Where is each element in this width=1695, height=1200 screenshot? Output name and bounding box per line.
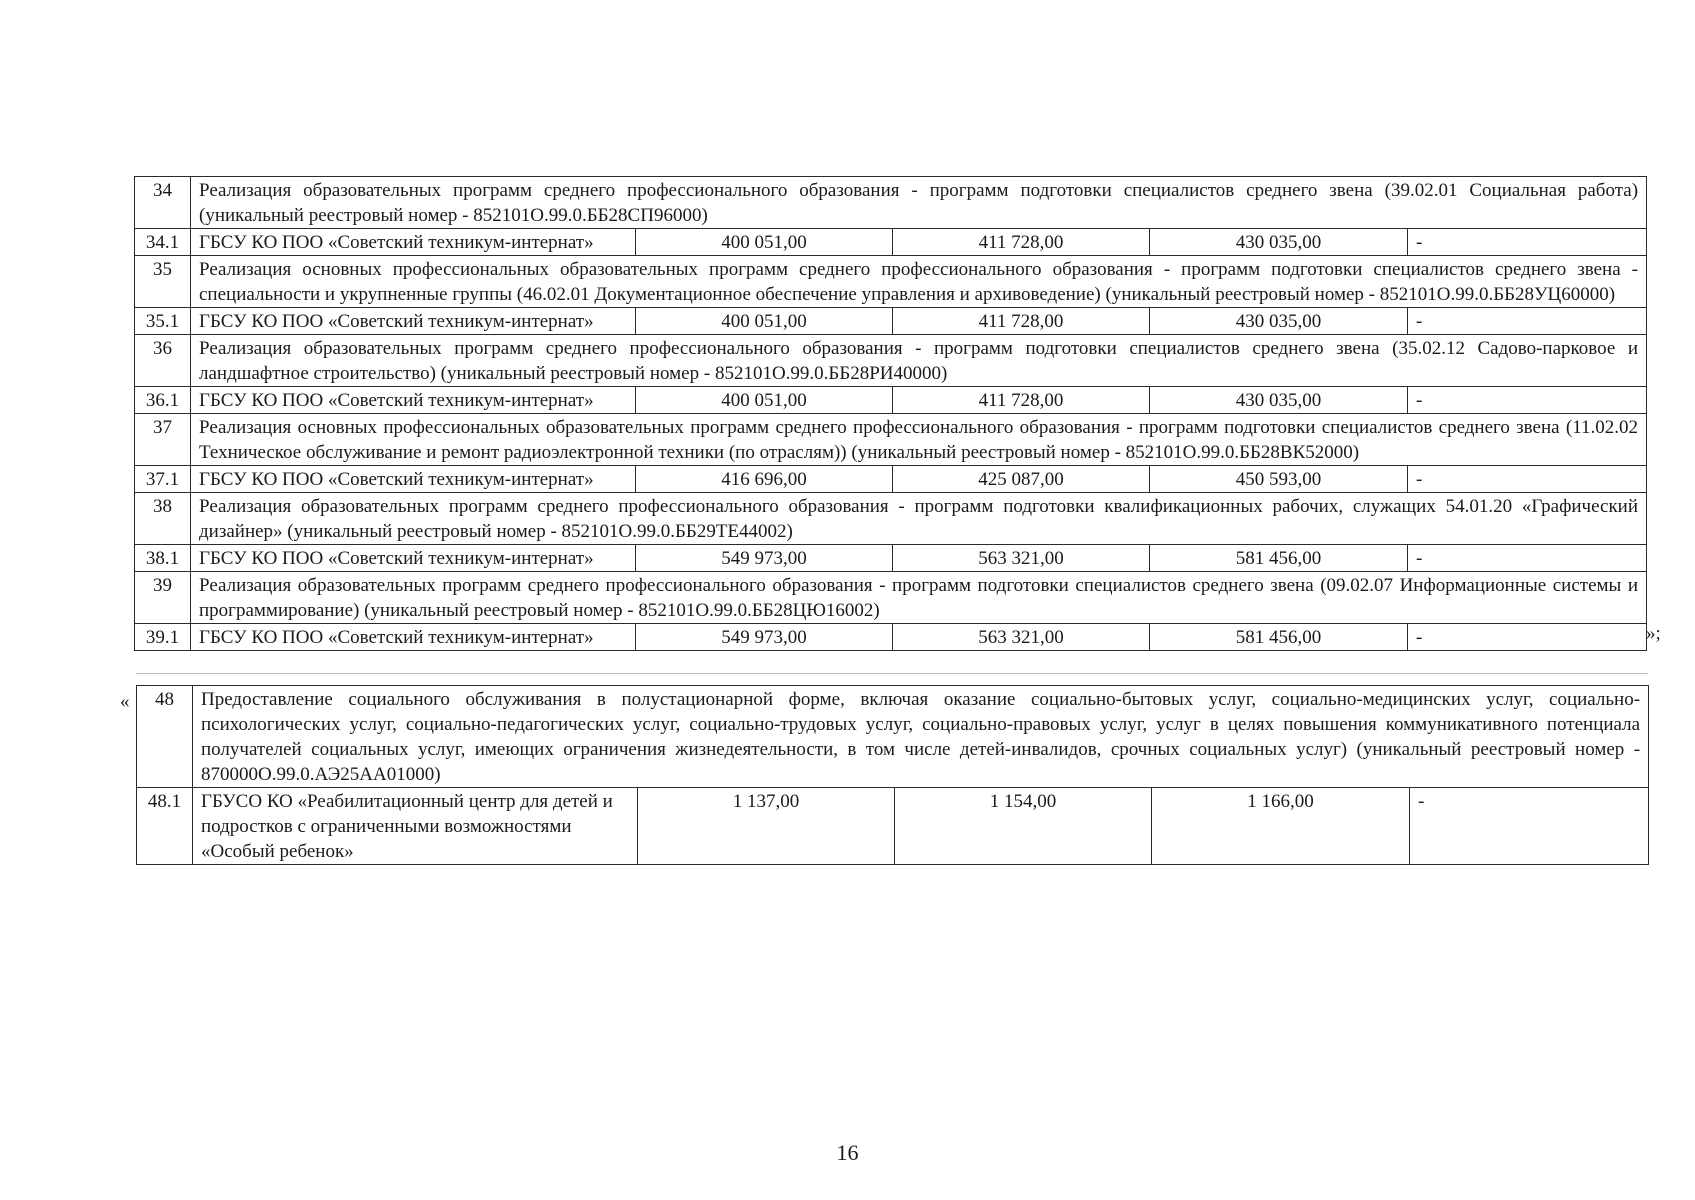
value-year-1: 416 696,00 — [636, 466, 893, 493]
service-description: Реализация образовательных программ среднего профессионального образования - программ подготовки специалистов среднего звена (09.02.07 Информационные системы и программирование) (уникальный реестровый номер - 852101О.99.0.ББ28ЦЮ16002) — [191, 572, 1647, 624]
provider-name: ГБСУ КО ПОО «Советский техникум-интернат» — [191, 308, 636, 335]
value-year-4: - — [1408, 466, 1647, 493]
row-number: 34 — [135, 177, 191, 229]
provider-row — [137, 788, 1649, 865]
value-year-2: 411 728,00 — [893, 387, 1150, 414]
row-number: 37 — [135, 414, 191, 466]
row-number: 37.1 — [135, 466, 191, 493]
value-year-2: 411 728,00 — [893, 229, 1150, 256]
provider-name: ГБУСО КО «Реабилитационный центр для детей и подростков с ограниченными возможностями «Особый ребенок» — [193, 788, 638, 865]
row-number: 34.1 — [135, 229, 191, 256]
service-description: Реализация образовательных программ среднего профессионального образования - программ подготовки специалистов среднего звена (35.02.12 Садово-парковое и ландшафтное строительство) (уникальный реестровый номер - 852101О.99.0.ББ28РИ40000) — [191, 335, 1647, 387]
value-year-4: - — [1408, 229, 1647, 256]
value-year-3: 581 456,00 — [1150, 545, 1408, 572]
provider-name: ГБСУ КО ПОО «Советский техникум-интернат» — [191, 545, 636, 572]
value-year-2: 425 087,00 — [893, 466, 1150, 493]
value-year-2: 411 728,00 — [893, 308, 1150, 335]
row-number: 39.1 — [135, 624, 191, 651]
value-year-3: 450 593,00 — [1150, 466, 1408, 493]
value-year-3: 1 166,00 — [1152, 788, 1410, 865]
provider-row — [135, 229, 1647, 256]
value-year-2: 563 321,00 — [893, 545, 1150, 572]
value-year-1: 400 051,00 — [636, 308, 893, 335]
provider-name: ГБСУ КО ПОО «Советский техникум-интернат» — [191, 229, 636, 256]
opening-quote-mark: « — [120, 691, 130, 712]
service-description: Реализация образовательных программ среднего профессионального образования - программ подготовки специалистов среднего звена (39.02.01 Социальная работа) (уникальный реестровый номер - 852101О.99.0.ББ28СП96000) — [191, 177, 1647, 229]
service-header-row — [137, 686, 1649, 788]
value-year-1: 1 137,00 — [638, 788, 895, 865]
provider-row — [135, 466, 1647, 493]
value-year-4: - — [1408, 387, 1647, 414]
value-year-1: 400 051,00 — [636, 387, 893, 414]
service-description: Реализация основных профессиональных образовательных программ среднего профессионального образования - программ подготовки специалистов среднего звена - специальности и укрупненные группы (46.02.01 Документационное обеспечение управления и архивоведение) (уникальный реестровый номер - 852101О.99.0.ББ28УЦ60000) — [191, 256, 1647, 308]
service-header-row — [135, 256, 1647, 308]
row-number: 38.1 — [135, 545, 191, 572]
value-year-3: 581 456,00 — [1150, 624, 1408, 651]
funding-table-bottom-body — [137, 686, 1649, 865]
provider-name: ГБСУ КО ПОО «Советский техникум-интернат» — [191, 466, 636, 493]
closing-quote-mark: »; — [1646, 623, 1661, 644]
row-number: 48.1 — [137, 788, 193, 865]
value-year-1: 549 973,00 — [636, 545, 893, 572]
value-year-3: 430 035,00 — [1150, 229, 1408, 256]
value-year-2: 563 321,00 — [893, 624, 1150, 651]
funding-table-bottom — [136, 685, 1649, 865]
value-year-3: 430 035,00 — [1150, 308, 1408, 335]
value-year-4: - — [1408, 308, 1647, 335]
value-year-1: 549 973,00 — [636, 624, 893, 651]
page-number: 16 — [836, 1140, 859, 1165]
row-number: 36.1 — [135, 387, 191, 414]
service-description: Реализация образовательных программ среднего профессионального образования - программ подготовки квалификационных рабочих, служащих 54.01.20 «Графический дизайнер» (уникальный реестровый номер - 852101О.99.0.ББ29ТЕ44002) — [191, 493, 1647, 545]
service-header-row — [135, 414, 1647, 466]
row-number: 39 — [135, 572, 191, 624]
provider-name: ГБСУ КО ПОО «Советский техникум-интернат» — [191, 387, 636, 414]
value-year-1: 400 051,00 — [636, 229, 893, 256]
provider-row — [135, 387, 1647, 414]
provider-name: ГБСУ КО ПОО «Советский техникум-интернат» — [191, 624, 636, 651]
funding-table-top — [134, 176, 1647, 651]
service-description: Реализация основных профессиональных образовательных программ среднего профессионального образования - программ подготовки специалистов среднего звена (11.02.02 Техническое обслуживание и ремонт радиоэлектронной техники (по отраслям)) (уникальный реестровый номер - 852101О.99.0.ББ28ВК52000) — [191, 414, 1647, 466]
service-description: Предоставление социального обслуживания в полустационарной форме, включая оказание социально-бытовых услуг, социально-медицинских услуг, социально-психологических услуг, социально-педагогических услуг, социально-трудовых услуг, социально-правовых услуг, услуг в целях повышения коммуникативного потенциала получателей социальных услуг, имеющих ограничения жизнедеятельности, в том числе детей-инвалидов, срочных социальных услуг) (уникальный реестровый номер - 870000О.99.0.АЭ25АА01000) — [193, 686, 1649, 788]
value-year-3: 430 035,00 — [1150, 387, 1408, 414]
row-number: 36 — [135, 335, 191, 387]
row-number: 38 — [135, 493, 191, 545]
service-header-row — [135, 177, 1647, 229]
service-header-row — [135, 493, 1647, 545]
provider-row — [135, 624, 1647, 651]
provider-row — [135, 308, 1647, 335]
value-year-4: - — [1408, 624, 1647, 651]
value-year-2: 1 154,00 — [895, 788, 1152, 865]
value-year-4: - — [1410, 788, 1649, 865]
service-header-row — [135, 335, 1647, 387]
section-divider — [136, 673, 1648, 674]
row-number: 35.1 — [135, 308, 191, 335]
value-year-4: - — [1408, 545, 1647, 572]
row-number: 48 — [137, 686, 193, 788]
funding-table-top-body — [135, 177, 1647, 651]
service-header-row — [135, 572, 1647, 624]
provider-row — [135, 545, 1647, 572]
row-number: 35 — [135, 256, 191, 308]
